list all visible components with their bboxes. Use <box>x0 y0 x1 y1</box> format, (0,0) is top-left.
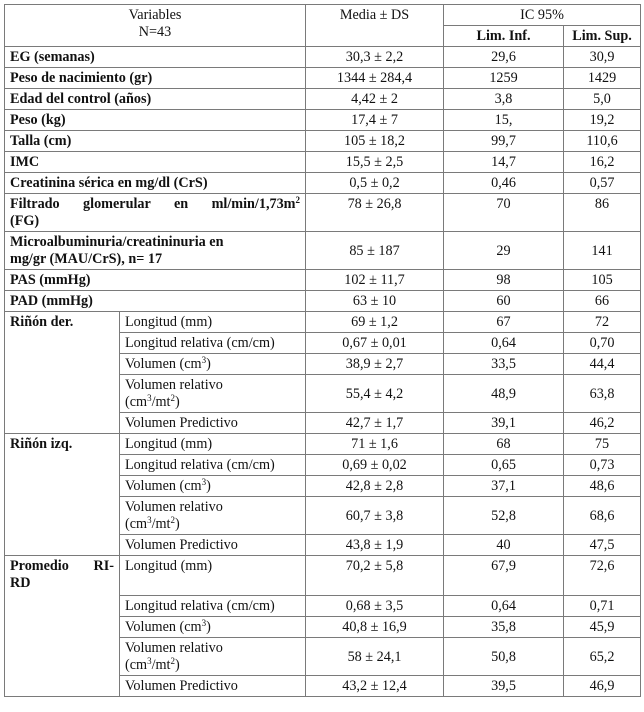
row-media: 70,2 ± 5,8 <box>306 556 444 596</box>
sub-label: Volumen $(cm^3)$ <box>120 617 306 638</box>
row-label: PAS (mmHg) <box>5 270 306 291</box>
table-row <box>5 152 641 173</box>
sub-label: Longitud (mm) <box>120 556 306 596</box>
sub-label: Longitud (mm) <box>120 312 306 333</box>
row-lim-inf: 0,46 <box>444 173 564 194</box>
row-media: 58 ± 24,1 <box>306 638 444 676</box>
sub-label: Volumen Predictivo <box>120 535 306 556</box>
row-lim-inf: 3,8 <box>444 89 564 110</box>
sub-label: Longitud relativa (cm/cm) <box>120 596 306 617</box>
row-lim-sup: 5,0 <box>564 89 641 110</box>
row-lim-sup: 105 <box>564 270 641 291</box>
row-media: 0,69 ± 0,02 <box>306 455 444 476</box>
row-media: 69 ± 1,2 <box>306 312 444 333</box>
table-row <box>5 291 641 312</box>
row-lim-sup: 72 <box>564 312 641 333</box>
row-media: 15,5 ± 2,5 <box>306 152 444 173</box>
table-row <box>5 110 641 131</box>
row-lim-sup: 44,4 <box>564 354 641 375</box>
row-label: PAD (mmHg) <box>5 291 306 312</box>
row-media: 42,7 ± 1,7 <box>306 413 444 434</box>
row-lim-sup: 46,9 <box>564 676 641 697</box>
row-media: 30,3 ± 2,2 <box>306 47 444 68</box>
row-lim-inf: 15, <box>444 110 564 131</box>
header-lim-inf: Lim. Inf. <box>444 26 564 47</box>
row-lim-sup: 141 <box>564 232 641 270</box>
sub-label: Volumen relativo $(cm^3/mt^2)$ <box>120 638 306 676</box>
table-row <box>5 131 641 152</box>
table-row <box>5 194 641 232</box>
sub-label: Volumen relativo $(cm^3/mt^2)$ <box>120 497 306 535</box>
row-label <box>5 194 306 232</box>
row-media: 63 ± 10 <box>306 291 444 312</box>
row-lim-inf: 68 <box>444 434 564 455</box>
row-lim-inf: 14,7 <box>444 152 564 173</box>
row-lim-inf: 67 <box>444 312 564 333</box>
row-lim-inf: 50,8 <box>444 638 564 676</box>
row-lim-sup: 75 <box>564 434 641 455</box>
row-media: 0,67 ± 0,01 <box>306 333 444 354</box>
row-lim-inf: 0,64 <box>444 333 564 354</box>
row-label-line1: Filtrado glomerular en $ml/\min/1,73m^2$ <box>10 195 301 212</box>
row-media: 43,2 ± 12,4 <box>306 676 444 697</box>
header-variables-label: Variables <box>128 7 182 23</box>
row-lim-inf: 33,5 <box>444 354 564 375</box>
table-row <box>5 89 641 110</box>
table-row <box>5 47 641 68</box>
row-lim-inf: 35,8 <box>444 617 564 638</box>
header-lim-sup: Lim. Sup. <box>564 26 641 47</box>
row-lim-inf: 70 <box>444 194 564 232</box>
row-lim-inf: 37,1 <box>444 476 564 497</box>
row-lim-sup: 16,2 <box>564 152 641 173</box>
row-media: 1344 ± 284,4 <box>306 68 444 89</box>
row-label: Peso de nacimiento (gr) <box>5 68 306 89</box>
sub-label: Volumen $(cm^3)$ <box>120 476 306 497</box>
row-media: 4,42 ± 2 <box>306 89 444 110</box>
row-lim-inf: 48,9 <box>444 375 564 413</box>
sub-label: Volumen Predictivo <box>120 413 306 434</box>
table-row <box>5 556 641 596</box>
table-row <box>5 173 641 194</box>
row-label: Creatinina sérica en mg/dl (CrS) <box>5 173 306 194</box>
sub-label: Longitud relativa (cm/cm) <box>120 333 306 354</box>
row-label-line1: Microalbuminuria/creatininuria en <box>10 234 224 250</box>
row-label: Edad del control (años) <box>5 89 306 110</box>
header-media: Media ± DS <box>306 5 444 47</box>
row-media: 55,4 ± 4,2 <box>306 375 444 413</box>
table-row <box>5 270 641 291</box>
row-lim-inf: 39,1 <box>444 413 564 434</box>
row-media: 105 ± 18,2 <box>306 131 444 152</box>
row-lim-sup: 0,57 <box>564 173 641 194</box>
row-lim-sup: 0,71 <box>564 596 641 617</box>
row-lim-sup: 46,2 <box>564 413 641 434</box>
row-lim-sup: 110,6 <box>564 131 641 152</box>
row-lim-inf: 60 <box>444 291 564 312</box>
row-label: IMC <box>5 152 306 173</box>
row-label <box>5 232 306 270</box>
row-lim-sup: 48,6 <box>564 476 641 497</box>
row-lim-inf: 0,65 <box>444 455 564 476</box>
row-lim-inf: 52,8 <box>444 497 564 535</box>
sub-label: Longitud relativa (cm/cm) <box>120 455 306 476</box>
sub-label: Longitud (mm) <box>120 434 306 455</box>
row-label: Peso (kg) <box>5 110 306 131</box>
row-media: 71 ± 1,6 <box>306 434 444 455</box>
table-row <box>5 68 641 89</box>
row-lim-inf: 40 <box>444 535 564 556</box>
header-ic: IC 95% <box>444 5 641 26</box>
row-lim-sup: 65,2 <box>564 638 641 676</box>
row-lim-inf: 1259 <box>444 68 564 89</box>
header-variables <box>5 5 306 47</box>
row-media: 0,5 ± 0,2 <box>306 173 444 194</box>
table-row <box>5 434 641 455</box>
row-lim-inf: 99,7 <box>444 131 564 152</box>
row-lim-sup: 72,6 <box>564 556 641 596</box>
row-media: 102 ± 11,7 <box>306 270 444 291</box>
group-label-rinon-der: Riñón der. <box>5 312 120 434</box>
row-lim-sup: 0,70 <box>564 333 641 354</box>
row-lim-inf: 0,64 <box>444 596 564 617</box>
row-media: 60,7 ± 3,8 <box>306 497 444 535</box>
row-label: Talla (cm) <box>5 131 306 152</box>
row-lim-inf: 29,6 <box>444 47 564 68</box>
row-lim-sup: 86 <box>564 194 641 232</box>
results-table <box>4 4 641 697</box>
row-media: 85 ± 187 <box>306 232 444 270</box>
sub-label: Volumen $(cm^3)$ <box>120 354 306 375</box>
row-media: 38,9 ± 2,7 <box>306 354 444 375</box>
row-lim-sup: 47,5 <box>564 535 641 556</box>
row-lim-inf: 29 <box>444 232 564 270</box>
header-n: N=43 <box>138 24 172 40</box>
row-lim-inf: 98 <box>444 270 564 291</box>
row-media: 78 ± 26,8 <box>306 194 444 232</box>
group-label-promedio: Promedio RI- RD <box>5 556 120 697</box>
row-media: 43,8 ± 1,9 <box>306 535 444 556</box>
row-lim-sup: 30,9 <box>564 47 641 68</box>
sub-label: Volumen relativo $(cm^3/mt^2)$ <box>120 375 306 413</box>
row-label: EG (semanas) <box>5 47 306 68</box>
row-media: 42,8 ± 2,8 <box>306 476 444 497</box>
row-lim-sup: 68,6 <box>564 497 641 535</box>
row-lim-sup: 66 <box>564 291 641 312</box>
row-media: 40,8 ± 16,9 <box>306 617 444 638</box>
table-row <box>5 312 641 333</box>
row-media: 17,4 ± 7 <box>306 110 444 131</box>
row-label-line2: (FG) <box>10 213 40 229</box>
table-row <box>5 232 641 270</box>
row-lim-inf: 39,5 <box>444 676 564 697</box>
row-lim-sup: 63,8 <box>564 375 641 413</box>
row-lim-sup: 45,9 <box>564 617 641 638</box>
row-lim-inf: 67,9 <box>444 556 564 596</box>
row-media: 0,68 ± 3,5 <box>306 596 444 617</box>
row-lim-sup: 19,2 <box>564 110 641 131</box>
row-label-line2: mg/gr (MAU/CrS), n= 17 <box>10 251 163 267</box>
group-label-rinon-izq: Riñón izq. <box>5 434 120 556</box>
row-lim-sup: 0,73 <box>564 455 641 476</box>
sub-label: Volumen Predictivo <box>120 676 306 697</box>
row-lim-sup: 1429 <box>564 68 641 89</box>
